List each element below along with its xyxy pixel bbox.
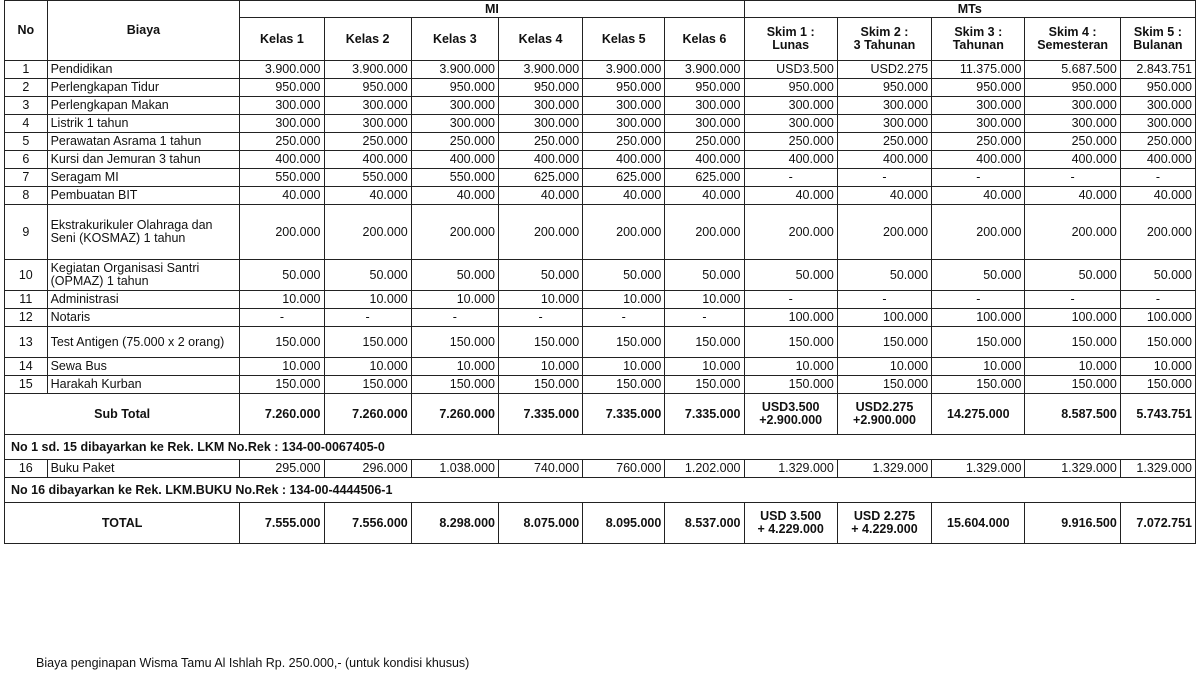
row-value: 625.000 <box>498 169 582 187</box>
row-value: 300.000 <box>411 97 498 115</box>
total-cell: 7.072.751 <box>1120 503 1195 544</box>
row-value: 250.000 <box>324 133 411 151</box>
row-value: 300.000 <box>1120 115 1195 133</box>
row-item: Kegiatan Organisasi Santri (OPMAZ) 1 tahun <box>47 260 240 291</box>
row-value: 150.000 <box>744 376 837 394</box>
row-number: 5 <box>5 133 48 151</box>
row-value: 150.000 <box>1025 376 1120 394</box>
subtotal-cell: 7.335.000 <box>583 394 665 435</box>
subtotal-cell: 7.335.000 <box>498 394 582 435</box>
row-value: 40.000 <box>411 187 498 205</box>
row-value: 150.000 <box>498 376 582 394</box>
row-value: 40.000 <box>1120 187 1195 205</box>
row-number: 4 <box>5 115 48 133</box>
row-value: 150.000 <box>411 327 498 358</box>
row-value: 100.000 <box>744 309 837 327</box>
skim-line1: Skim 2 : <box>860 25 909 39</box>
row-number: 12 <box>5 309 48 327</box>
row-value: 250.000 <box>837 133 931 151</box>
row-number: 7 <box>5 169 48 187</box>
row-item: Perlengkapan Makan <box>47 97 240 115</box>
row-value: 200.000 <box>744 205 837 260</box>
row-value: 50.000 <box>498 260 582 291</box>
value-line2: + 4.229.000 <box>757 522 824 536</box>
row-number: 6 <box>5 151 48 169</box>
row-value: - <box>932 291 1025 309</box>
row-value: 950.000 <box>1120 79 1195 97</box>
subtotal-cell: 7.260.000 <box>324 394 411 435</box>
row-value: 40.000 <box>583 187 665 205</box>
row-value: - <box>837 169 931 187</box>
value-line1: USD 3.500 <box>760 509 822 523</box>
skim-line2: Tahunan <box>952 38 1004 52</box>
row-value: 250.000 <box>1025 133 1120 151</box>
total-cell: 7.556.000 <box>324 503 411 544</box>
total-cell: 8.095.000 <box>583 503 665 544</box>
row-value: 200.000 <box>837 205 931 260</box>
row-number: 2 <box>5 79 48 97</box>
fee-table-body <box>5 61 1196 544</box>
row-value: 300.000 <box>665 115 744 133</box>
row-item: Kursi dan Jemuran 3 tahun <box>47 151 240 169</box>
row-value: 950.000 <box>498 79 582 97</box>
subtotal-cell <box>744 394 837 435</box>
skim-line1: Skim 5 : <box>1133 25 1182 39</box>
row-value: 10.000 <box>1025 358 1120 376</box>
row-value: 250.000 <box>498 133 582 151</box>
total-cell <box>744 503 837 544</box>
row-value: 950.000 <box>1025 79 1120 97</box>
row-value: 950.000 <box>837 79 931 97</box>
row-value: 50.000 <box>583 260 665 291</box>
row-value: 50.000 <box>665 260 744 291</box>
row-value: 740.000 <box>498 460 582 478</box>
row-value: - <box>240 309 324 327</box>
row-item: Pendidikan <box>47 61 240 79</box>
row-value: 50.000 <box>324 260 411 291</box>
row-value: 50.000 <box>837 260 931 291</box>
row-item: Sewa Bus <box>47 358 240 376</box>
value-line1: USD2.275 <box>855 400 914 414</box>
row-value: 50.000 <box>411 260 498 291</box>
skim-line1: Skim 1 : <box>766 25 815 39</box>
payment-note-row <box>5 478 1196 503</box>
total-label: TOTAL <box>5 503 240 544</box>
total-cell: 7.555.000 <box>240 503 324 544</box>
row-item: Harakah Kurban <box>47 376 240 394</box>
total-cell: 8.537.000 <box>665 503 744 544</box>
row-value: 150.000 <box>583 376 665 394</box>
row-value: 400.000 <box>1120 151 1195 169</box>
row-value: 150.000 <box>583 327 665 358</box>
row-value: 300.000 <box>324 115 411 133</box>
row-value: 10.000 <box>1120 358 1195 376</box>
row-value: 100.000 <box>932 309 1025 327</box>
row-value: 150.000 <box>324 327 411 358</box>
row-number: 15 <box>5 376 48 394</box>
row-value: 1.329.000 <box>932 460 1025 478</box>
row-value: 50.000 <box>932 260 1025 291</box>
value-line2: +2.900.000 <box>759 413 823 427</box>
row-value: 300.000 <box>583 97 665 115</box>
row-value: 150.000 <box>1120 376 1195 394</box>
row-value: - <box>837 291 931 309</box>
row-value: 40.000 <box>1025 187 1120 205</box>
row-value: 1.329.000 <box>1025 460 1120 478</box>
row-value: - <box>665 309 744 327</box>
row-value: 1.202.000 <box>665 460 744 478</box>
col-header-kelas: Kelas 2 <box>324 18 411 61</box>
payment-note-2: No 16 dibayarkan ke Rek. LKM.BUKU No.Rek : 134-00-4444506-1 <box>5 478 1196 503</box>
row-value: 150.000 <box>932 376 1025 394</box>
row-value: 400.000 <box>932 151 1025 169</box>
row-value: 150.000 <box>837 376 931 394</box>
row-value: 50.000 <box>1120 260 1195 291</box>
row-value: - <box>411 309 498 327</box>
subtotal-cell: 7.260.000 <box>411 394 498 435</box>
row-value: 50.000 <box>240 260 324 291</box>
row-value: - <box>932 169 1025 187</box>
row-value: - <box>324 309 411 327</box>
skim-line2: 3 Tahunan <box>853 38 916 52</box>
table-row <box>5 79 1196 97</box>
row-value: 950.000 <box>411 79 498 97</box>
value-line1: USD 2.275 <box>853 509 916 523</box>
col-header-kelas: Kelas 5 <box>583 18 665 61</box>
row-value: 150.000 <box>1025 327 1120 358</box>
row-value: - <box>1120 169 1195 187</box>
row-value: 150.000 <box>324 376 411 394</box>
value-line2: +2.900.000 <box>853 413 916 427</box>
group-header-mi: MI <box>240 1 744 18</box>
row-value: 950.000 <box>240 79 324 97</box>
row-value: 10.000 <box>411 291 498 309</box>
value-line1: USD3.500 <box>761 400 820 414</box>
row-value: 150.000 <box>240 327 324 358</box>
row-value: 1.329.000 <box>1120 460 1195 478</box>
row-value: 150.000 <box>837 327 931 358</box>
row-value: 150.000 <box>240 376 324 394</box>
table-row <box>5 97 1196 115</box>
row-value: - <box>1025 291 1120 309</box>
row-value: 40.000 <box>837 187 931 205</box>
row-value: 250.000 <box>583 133 665 151</box>
row-value: 10.000 <box>665 358 744 376</box>
row-value: 760.000 <box>583 460 665 478</box>
row-value: 950.000 <box>324 79 411 97</box>
row-value: 10.000 <box>240 358 324 376</box>
row-value: - <box>583 309 665 327</box>
row-number: 1 <box>5 61 48 79</box>
row-value: 550.000 <box>324 169 411 187</box>
payment-note-1: No 1 sd. 15 dibayarkan ke Rek. LKM No.Rek : 134-00-0067405-0 <box>5 435 1196 460</box>
group-header-row <box>5 1 1196 18</box>
row-item: Administrasi <box>47 291 240 309</box>
row-value: - <box>1025 169 1120 187</box>
table-row <box>5 61 1196 79</box>
row-value: 300.000 <box>498 97 582 115</box>
row-value: 10.000 <box>665 291 744 309</box>
row-value: 5.687.500 <box>1025 61 1120 79</box>
row-value: 40.000 <box>932 187 1025 205</box>
col-header-biaya: Biaya <box>47 1 240 61</box>
row-value: 50.000 <box>1025 260 1120 291</box>
row-value: 40.000 <box>240 187 324 205</box>
row-value: - <box>1120 291 1195 309</box>
row-value: 200.000 <box>411 205 498 260</box>
row-value: 950.000 <box>665 79 744 97</box>
skim-line2: Bulanan <box>1133 38 1183 52</box>
subtotal-cell: 8.587.500 <box>1025 394 1120 435</box>
row-value: 300.000 <box>498 115 582 133</box>
row-value: 300.000 <box>240 115 324 133</box>
row-value: 950.000 <box>744 79 837 97</box>
row-value: 150.000 <box>665 327 744 358</box>
row-item: Seragam MI <box>47 169 240 187</box>
row-value: 200.000 <box>498 205 582 260</box>
table-row <box>5 260 1196 291</box>
row-value: 40.000 <box>744 187 837 205</box>
table-row <box>5 358 1196 376</box>
table-row <box>5 460 1196 478</box>
row-number: 16 <box>5 460 48 478</box>
col-header-skim <box>1120 18 1195 61</box>
row-value: - <box>744 169 837 187</box>
row-value: 950.000 <box>583 79 665 97</box>
row-value: 11.375.000 <box>932 61 1025 79</box>
row-value: 1.329.000 <box>744 460 837 478</box>
group-header-mts: MTs <box>744 1 1196 18</box>
row-value: 10.000 <box>932 358 1025 376</box>
row-value: 300.000 <box>1120 97 1195 115</box>
row-value: 200.000 <box>583 205 665 260</box>
row-value: 300.000 <box>240 97 324 115</box>
row-value: 150.000 <box>1120 327 1195 358</box>
table-row <box>5 133 1196 151</box>
row-value: 50.000 <box>744 260 837 291</box>
footnote: Biaya penginapan Wisma Tamu Al Ishlah Rp. 250.000,- (untuk kondisi khusus) <box>36 656 470 670</box>
col-header-no: No <box>5 1 48 61</box>
row-value: 300.000 <box>744 97 837 115</box>
row-value: 10.000 <box>324 358 411 376</box>
row-value: 400.000 <box>583 151 665 169</box>
col-header-kelas: Kelas 6 <box>665 18 744 61</box>
row-value: 3.900.000 <box>665 61 744 79</box>
skim-line1: Skim 4 : <box>1048 25 1097 39</box>
row-value: 300.000 <box>837 115 931 133</box>
col-header-skim <box>744 18 837 61</box>
subtotal-row <box>5 394 1196 435</box>
total-cell: 15.604.000 <box>932 503 1025 544</box>
row-value: 550.000 <box>240 169 324 187</box>
total-cell: 8.075.000 <box>498 503 582 544</box>
row-value: 400.000 <box>324 151 411 169</box>
row-value: 40.000 <box>498 187 582 205</box>
subtotal-cell: 5.743.751 <box>1120 394 1195 435</box>
table-row <box>5 205 1196 260</box>
row-item: Notaris <box>47 309 240 327</box>
row-item: Test Antigen (75.000 x 2 orang) <box>47 327 240 358</box>
row-value: USD3.500 <box>744 61 837 79</box>
table-row <box>5 291 1196 309</box>
row-number: 11 <box>5 291 48 309</box>
col-header-skim <box>1025 18 1120 61</box>
row-value: 250.000 <box>665 133 744 151</box>
row-value: 300.000 <box>411 115 498 133</box>
row-value: 3.900.000 <box>240 61 324 79</box>
row-value: 150.000 <box>411 376 498 394</box>
skim-line1: Skim 3 : <box>954 25 1003 39</box>
row-value: 10.000 <box>324 291 411 309</box>
row-value: 300.000 <box>665 97 744 115</box>
row-value: 400.000 <box>498 151 582 169</box>
subtotal-cell <box>837 394 931 435</box>
row-value: 300.000 <box>932 97 1025 115</box>
col-header-kelas: Kelas 3 <box>411 18 498 61</box>
row-value: 10.000 <box>240 291 324 309</box>
total-row <box>5 503 1196 544</box>
row-value: 1.038.000 <box>411 460 498 478</box>
row-value: 400.000 <box>665 151 744 169</box>
subtotal-cell: 14.275.000 <box>932 394 1025 435</box>
table-row <box>5 327 1196 358</box>
row-value: 200.000 <box>240 205 324 260</box>
row-number: 8 <box>5 187 48 205</box>
col-header-kelas: Kelas 1 <box>240 18 324 61</box>
row-value: 150.000 <box>498 327 582 358</box>
row-value: 150.000 <box>665 376 744 394</box>
row-value: 1.329.000 <box>837 460 931 478</box>
row-value: 100.000 <box>1025 309 1120 327</box>
row-value: 200.000 <box>1025 205 1120 260</box>
table-row <box>5 376 1196 394</box>
table-row <box>5 151 1196 169</box>
row-number: 3 <box>5 97 48 115</box>
table-row <box>5 309 1196 327</box>
row-value: 300.000 <box>1025 97 1120 115</box>
row-value: - <box>498 309 582 327</box>
row-value: 200.000 <box>932 205 1025 260</box>
row-value: 400.000 <box>837 151 931 169</box>
row-value: - <box>744 291 837 309</box>
col-header-kelas: Kelas 4 <box>498 18 582 61</box>
row-value: 3.900.000 <box>498 61 582 79</box>
table-row <box>5 187 1196 205</box>
row-value: 10.000 <box>411 358 498 376</box>
row-value: 400.000 <box>1025 151 1120 169</box>
row-value: 250.000 <box>744 133 837 151</box>
row-value: 200.000 <box>1120 205 1195 260</box>
row-value: 250.000 <box>932 133 1025 151</box>
row-value: 40.000 <box>324 187 411 205</box>
subtotal-label: Sub Total <box>5 394 240 435</box>
row-value: 10.000 <box>498 358 582 376</box>
row-number: 13 <box>5 327 48 358</box>
row-value: 295.000 <box>240 460 324 478</box>
row-value: 300.000 <box>932 115 1025 133</box>
row-number: 10 <box>5 260 48 291</box>
row-value: 200.000 <box>324 205 411 260</box>
row-value: 625.000 <box>583 169 665 187</box>
row-value: 10.000 <box>744 358 837 376</box>
row-item: Ekstrakurikuler Olahraga dan Seni (KOSMAZ) 1 tahun <box>47 205 240 260</box>
total-cell: 8.298.000 <box>411 503 498 544</box>
subtotal-cell: 7.335.000 <box>665 394 744 435</box>
row-value: 40.000 <box>665 187 744 205</box>
row-value: 100.000 <box>837 309 931 327</box>
row-value: 296.000 <box>324 460 411 478</box>
row-value: USD2.275 <box>837 61 931 79</box>
payment-note-row <box>5 435 1196 460</box>
row-value: 100.000 <box>1120 309 1195 327</box>
value-line2: + 4.229.000 <box>851 522 918 536</box>
row-value: 10.000 <box>498 291 582 309</box>
row-value: 10.000 <box>837 358 931 376</box>
row-value: 400.000 <box>744 151 837 169</box>
total-cell: 9.916.500 <box>1025 503 1120 544</box>
row-value: 300.000 <box>837 97 931 115</box>
total-cell <box>837 503 931 544</box>
row-number: 9 <box>5 205 48 260</box>
row-value: 300.000 <box>583 115 665 133</box>
row-item: Perlengkapan Tidur <box>47 79 240 97</box>
row-value: 10.000 <box>583 358 665 376</box>
row-item: Pembuatan BIT <box>47 187 240 205</box>
row-number: 14 <box>5 358 48 376</box>
row-value: 300.000 <box>1025 115 1120 133</box>
row-value: 2.843.751 <box>1120 61 1195 79</box>
row-value: 150.000 <box>932 327 1025 358</box>
table-row <box>5 115 1196 133</box>
row-value: 10.000 <box>583 291 665 309</box>
row-value: 3.900.000 <box>583 61 665 79</box>
row-value: 950.000 <box>932 79 1025 97</box>
row-value: 200.000 <box>665 205 744 260</box>
skim-line2: Semesteran <box>1037 38 1109 52</box>
fee-table <box>4 0 1196 544</box>
row-value: 3.900.000 <box>324 61 411 79</box>
row-value: 250.000 <box>1120 133 1195 151</box>
row-value: 300.000 <box>324 97 411 115</box>
row-item: Listrik 1 tahun <box>47 115 240 133</box>
row-value: 250.000 <box>411 133 498 151</box>
subtotal-cell: 7.260.000 <box>240 394 324 435</box>
row-value: 625.000 <box>665 169 744 187</box>
row-value: 3.900.000 <box>411 61 498 79</box>
row-value: 400.000 <box>240 151 324 169</box>
col-header-skim <box>932 18 1025 61</box>
row-value: 550.000 <box>411 169 498 187</box>
skim-line2: Lunas <box>772 38 810 52</box>
row-value: 150.000 <box>744 327 837 358</box>
col-header-skim <box>837 18 931 61</box>
row-item: Buku Paket <box>47 460 240 478</box>
table-row <box>5 169 1196 187</box>
row-value: 250.000 <box>240 133 324 151</box>
row-value: 300.000 <box>744 115 837 133</box>
row-item: Perawatan Asrama 1 tahun <box>47 133 240 151</box>
row-value: 400.000 <box>411 151 498 169</box>
